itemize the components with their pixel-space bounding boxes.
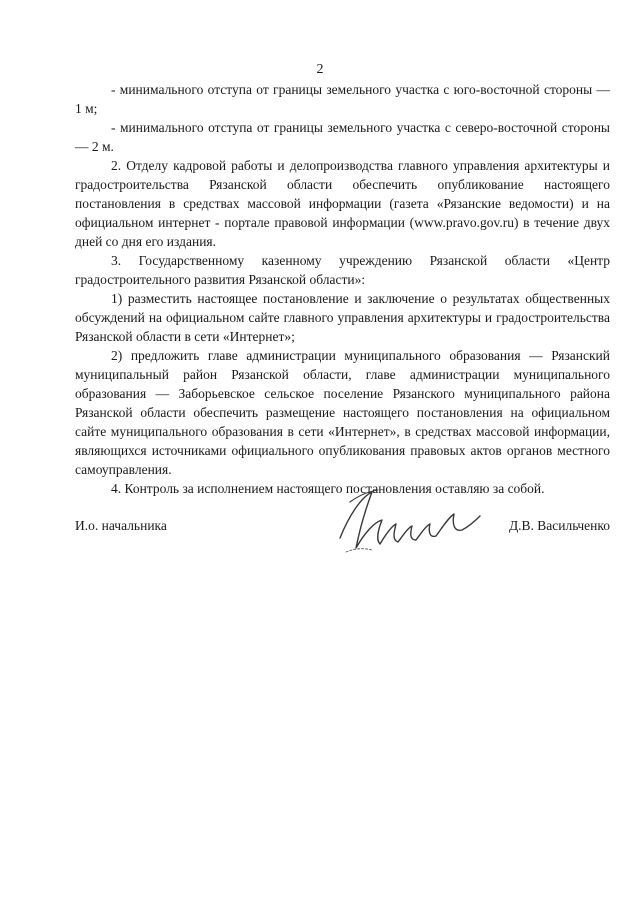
signatory-position: И.о. начальника <box>75 518 167 533</box>
signatory-name: Д.В. Васильченко <box>508 518 610 533</box>
paragraph-item-2-publication: 2. Отделу кадровой работы и делопроизводства главного управления архитектуры и градостроительства Рязанской области обеспечить опубликование настоящего постановления в средствах массовой информации (газета «Рязанские ведомости) и на официальном интернет - портале правовой информации (www.pravo.gov.ru) в течение двух дней со дня его издания. <box>75 158 610 249</box>
paragraph-subitem-1-publish: 1) разместить настоящее постановление и заключение о результатах общественных обсуждений на официальном сайте главного управления архитектуры и градостроительства Рязанской области в сети «Интернет»; <box>75 291 610 344</box>
page-number: 2 <box>316 62 324 77</box>
paragraph-setback-southeast: - минимального отступа от границы земельного участка с юго-восточной стороны — 1 м; <box>75 82 610 116</box>
paragraph-subitem-2-propose: 2) предложить главе администрации муниципального образования — Рязанский муниципальный район Рязанской области, главе администрации муниципального образования — Заборьевское сельское поселение Рязанского муниципального района Рязанской области обеспечить размещение настоящего постановления на официальном сайте муниципального образования в сети «Интернет», в средствах массовой информации, являющихся источниками официального опубликования правовых актов органов местного самоуправления. <box>75 348 610 477</box>
paragraph-setback-northeast: - минимального отступа от границы земельного участка с северо-восточной стороны — 2 м. <box>75 120 610 154</box>
document-body <box>75 80 610 498</box>
paragraph-item-3-center: 3. Государственному казенному учреждению Рязанской области «Центр градостроительного развития Рязанской области»: <box>75 253 610 287</box>
signature-block <box>75 518 610 542</box>
paragraph-item-4-control: 4. Контроль за исполнением настоящего постановления оставляю за собой. <box>111 481 545 496</box>
